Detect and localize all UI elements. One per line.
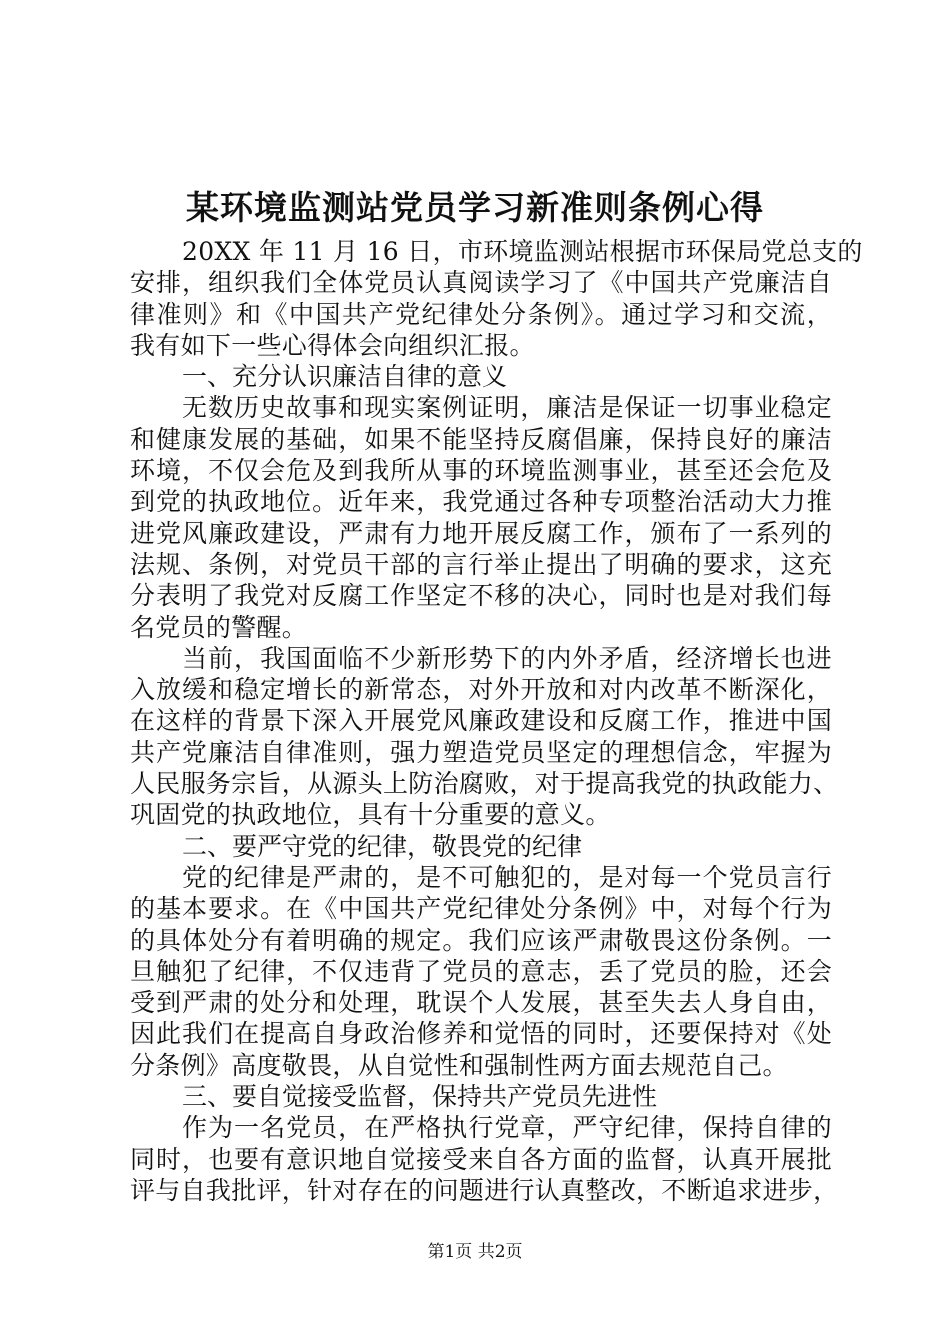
page-number-footer: 第1页 共2页 — [427, 1242, 523, 1262]
section-heading: 一、充分认识廉洁自律的意义 — [182, 362, 508, 392]
paragraph-line: 入放缓和稳定增长的新常态，对外开放和对内改革不断深化， — [130, 675, 832, 705]
paragraph-line: 受到严肃的处分和处理，耽误个人发展，甚至失去人身自由， — [130, 988, 832, 1018]
paragraph-line: 当前，我国面临不少新形势下的内外矛盾，经济增长也进 — [182, 643, 832, 673]
paragraph-line: 名党员的警醒。 — [130, 612, 308, 642]
paragraph-line: 作为一名党员，在严格执行党章，严守纪律，保持自律的 — [182, 1113, 832, 1143]
paragraph-line: 和健康发展的基础，如果不能坚持反腐倡廉，保持良好的廉洁 — [130, 424, 832, 454]
paragraph-line: 因此我们在提高自身政治修养和觉悟的同时，还要保持对《处 — [130, 1019, 832, 1049]
paragraph-line: 旦触犯了纪律，不仅违背了党员的意志，丢了党员的脸，还会 — [130, 956, 832, 986]
paragraph-line: 安排，组织我们全体党员认真阅读学习了《中国共产党廉洁自 — [130, 268, 832, 298]
paragraph-line: 的基本要求。在《中国共产党纪律处分条例》中，对每个行为 — [130, 894, 832, 924]
paragraph-line: 在这样的背景下深入开展党风廉政建设和反腐工作，推进中国 — [130, 706, 832, 736]
paragraph-line: 分表明了我党对反腐工作坚定不移的决心，同时也是对我们每 — [130, 581, 832, 611]
document-body — [130, 236, 863, 1206]
paragraph-line: 20XX 年 11 月 16 日，市环境监测站根据市环保局党总支的 — [182, 237, 863, 266]
paragraph-line: 环境，不仅会危及到我所从事的环境监测事业，甚至还会危及 — [130, 456, 832, 486]
paragraph-line: 评与自我批评，针对存在的问题进行认真整改，不断追求进步， — [130, 1175, 839, 1205]
paragraph-line: 律准则》和《中国共产党纪律处分条例》。通过学习和交流， — [130, 299, 832, 329]
paragraph-line: 到党的执政地位。近年来，我党通过各种专项整治活动大力推 — [130, 487, 832, 517]
document-title: 某环境监测站党员学习新准则条例心得 — [186, 188, 764, 227]
paragraph-line: 党的纪律是严肃的，是不可触犯的，是对每一个党员言行 — [182, 862, 832, 892]
section-heading: 三、要自觉接受监督，保持共产党员先进性 — [182, 1082, 658, 1112]
paragraph-line: 巩固党的执政地位，具有十分重要的意义。 — [130, 800, 611, 830]
paragraph-line: 进党风廉政建设，严肃有力地开展反腐工作，颁布了一系列的 — [130, 518, 832, 548]
section-heading: 二、要严守党的纪律，敬畏党的纪律 — [182, 831, 583, 861]
paragraph-line: 法规、条例，对党员干部的言行举止提出了明确的要求，这充 — [130, 549, 832, 579]
paragraph-line: 同时，也要有意识地自觉接受来自各方面的监督，认真开展批 — [130, 1144, 832, 1174]
paragraph-line: 无数历史故事和现实案例证明，廉洁是保证一切事业稳定 — [182, 393, 832, 423]
paragraph-line: 的具体处分有着明确的规定。我们应该严肃敬畏这份条例。一 — [130, 925, 832, 955]
paragraph-line: 人民服务宗旨，从源头上防治腐败，对于提高我党的执政能力、 — [130, 769, 839, 799]
paragraph-line: 分条例》高度敬畏，从自觉性和强制性两方面去规范自己。 — [130, 1050, 788, 1080]
paragraph-line: 共产党廉洁自律准则，强力塑造党员坚定的理想信念，牢握为 — [130, 737, 832, 767]
paragraph-line: 我有如下一些心得体会向组织汇报。 — [130, 330, 535, 360]
